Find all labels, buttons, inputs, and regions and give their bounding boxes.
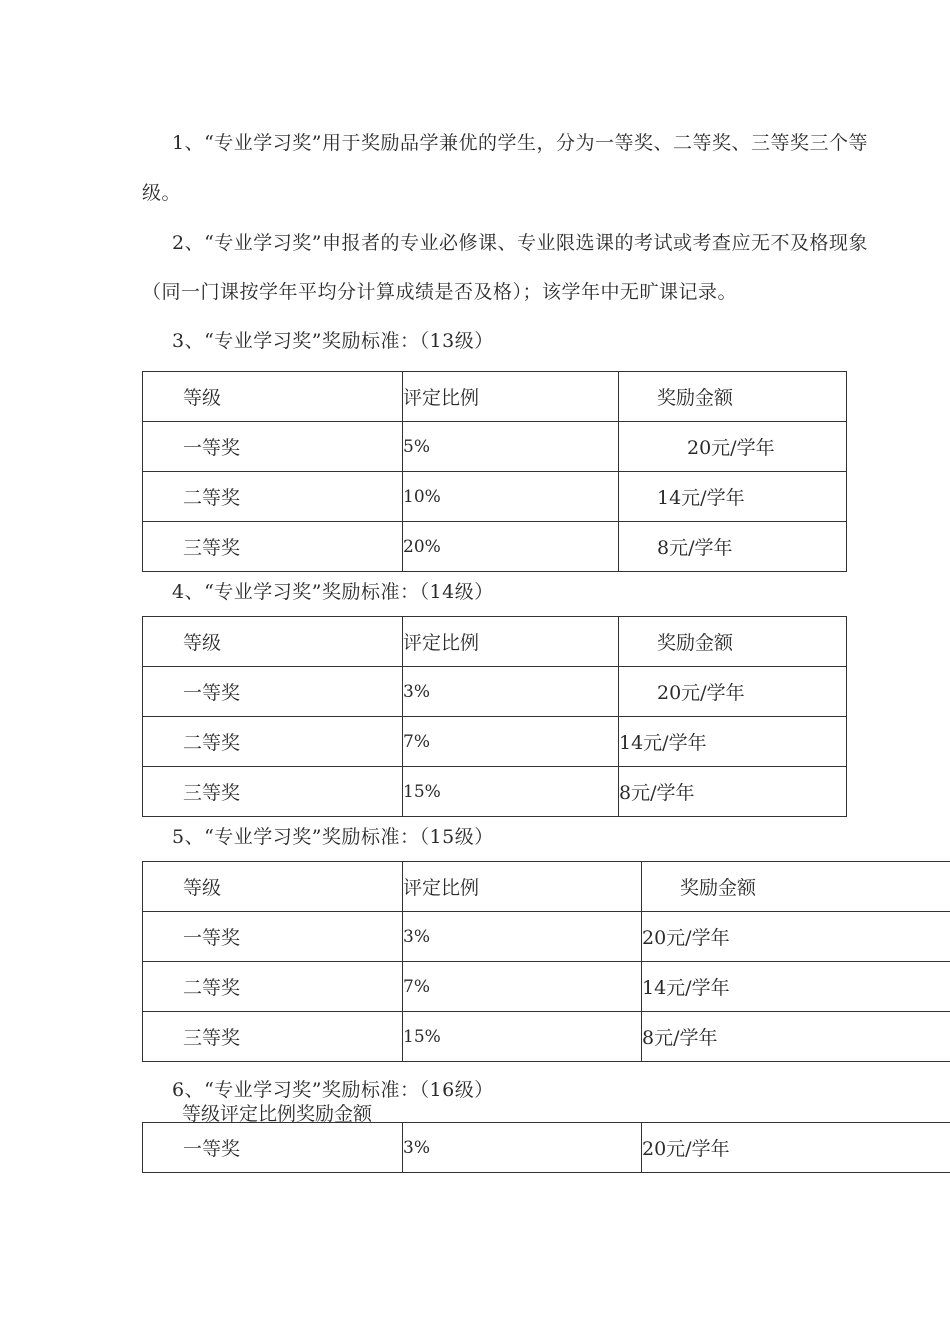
section-heading-14: 4、“专业学习奖”奖励标准：（14级） [172,581,494,603]
header-ratio: 评定比例 [403,372,619,422]
award-table-16 [142,1122,950,1173]
award-table-14 [142,616,847,817]
header-level: 等级 [143,372,403,422]
cell-level: 一等奖 [143,1123,403,1173]
table-row [143,962,950,1012]
cell-amount: 20元/学年 [642,912,950,962]
table-row [143,1012,950,1062]
table-row [143,717,847,767]
cell-ratio: 10% [403,472,619,522]
cell-level: 二等奖 [143,962,403,1012]
section-heading-13: 3、“专业学习奖”奖励标准：（13级） [172,330,494,352]
cell-ratio: 7% [403,717,619,767]
award-table-13 [142,371,847,572]
cell-level: 一等奖 [143,667,403,717]
table-row [143,912,950,962]
cell-amount: 8元/学年 [642,1012,950,1062]
cell-ratio: 7% [403,962,642,1012]
cell-amount: 20元/学年 [619,667,847,717]
cell-amount: 20元/学年 [642,1123,950,1173]
paragraph-2-line-1: 2、“专业学习奖”申报者的专业必修课、专业限选课的考试或考查应无不及格现象 [172,232,869,254]
cell-level: 三等奖 [143,1012,403,1062]
table-row [143,522,847,572]
cell-level: 三等奖 [143,522,403,572]
table-header-row [143,617,847,667]
section-heading-16: 6、“专业学习奖”奖励标准：（16级） [172,1079,494,1101]
cell-amount: 8元/学年 [619,767,847,817]
header-level: 等级 [143,862,403,912]
cell-amount: 20元/学年 [619,422,847,472]
cell-level: 一等奖 [143,912,403,962]
cell-amount: 8元/学年 [619,522,847,572]
cell-ratio: 5% [403,422,619,472]
table-row [143,422,847,472]
cell-ratio: 15% [403,1012,642,1062]
header-amount: 奖励金额 [619,372,847,422]
cell-level: 二等奖 [143,472,403,522]
cell-level: 二等奖 [143,717,403,767]
cell-ratio: 3% [403,667,619,717]
paragraph-1-line-1: 1、“专业学习奖”用于奖励品学兼优的学生，分为一等奖、二等奖、三等奖三个等 [172,132,869,154]
cell-ratio: 3% [403,912,642,962]
cell-ratio: 20% [403,522,619,572]
table-header-row [143,862,950,912]
table-header-line-16: 等级评定比例奖励金额 [182,1103,373,1125]
cell-ratio: 3% [403,1123,642,1173]
table-row [143,472,847,522]
cell-level: 三等奖 [143,767,403,817]
header-ratio: 评定比例 [403,617,619,667]
cell-amount: 14元/学年 [642,962,950,1012]
table-row [143,767,847,817]
cell-amount: 14元/学年 [619,717,847,767]
header-ratio: 评定比例 [403,862,642,912]
award-table-15 [142,861,950,1062]
header-amount: 奖励金额 [642,862,950,912]
table-row [143,667,847,717]
header-level: 等级 [143,617,403,667]
cell-ratio: 15% [403,767,619,817]
paragraph-1-line-2: 级。 [142,182,182,204]
cell-level: 一等奖 [143,422,403,472]
paragraph-2-line-2: （同一门课按学年平均分计算成绩是否及格）；该学年中无旷课记录。 [142,281,738,303]
cell-amount: 14元/学年 [619,472,847,522]
section-heading-15: 5、“专业学习奖”奖励标准：（15级） [172,826,494,848]
table-header-row [143,372,847,422]
table-row [143,1123,950,1173]
header-amount: 奖励金额 [619,617,847,667]
